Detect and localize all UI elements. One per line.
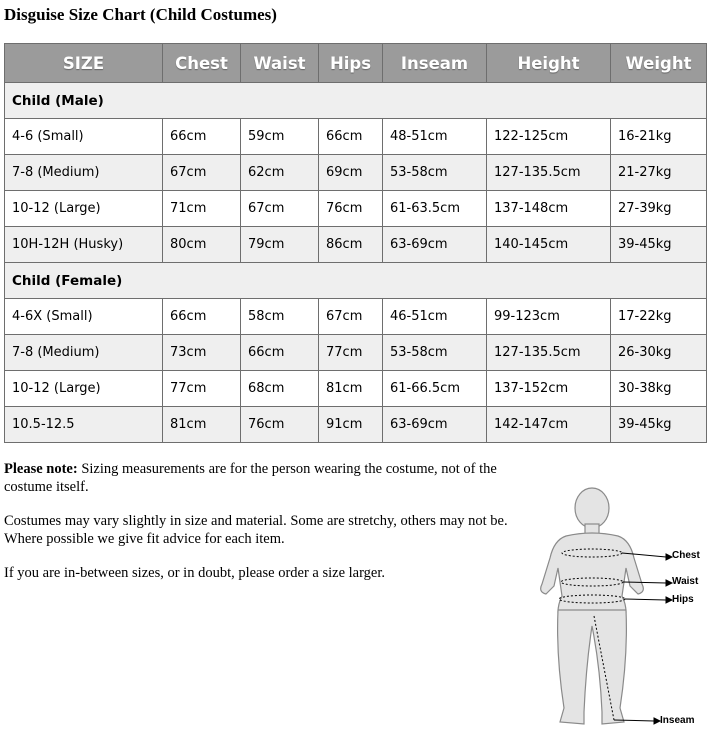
table-row xyxy=(5,299,707,335)
table-cell: 39-45kg xyxy=(611,407,707,443)
table-cell: 66cm xyxy=(163,119,241,155)
table-cell: 73cm xyxy=(163,335,241,371)
header-hips: Hips xyxy=(319,44,383,83)
header-waist: Waist xyxy=(241,44,319,83)
table-row xyxy=(5,155,707,191)
table-row xyxy=(5,119,707,155)
header-weight: Weight xyxy=(611,44,707,83)
table-cell: 67cm xyxy=(241,191,319,227)
group-row xyxy=(5,263,707,299)
chest-label: Chest xyxy=(672,550,700,561)
header-height: Height xyxy=(487,44,611,83)
table-cell: 48-51cm xyxy=(383,119,487,155)
table-cell: 10-12 (Large) xyxy=(5,371,163,407)
table-cell: 53-58cm xyxy=(383,155,487,191)
table-header-row xyxy=(5,44,707,83)
table-cell: 53-58cm xyxy=(383,335,487,371)
header-chest: Chest xyxy=(163,44,241,83)
table-cell: 58cm xyxy=(241,299,319,335)
table-cell: 76cm xyxy=(319,191,383,227)
table-cell: 66cm xyxy=(163,299,241,335)
hips-label: Hips xyxy=(672,594,694,605)
table-cell: 21-27kg xyxy=(611,155,707,191)
table-cell: 86cm xyxy=(319,227,383,263)
table-cell: 81cm xyxy=(163,407,241,443)
table-cell: 81cm xyxy=(319,371,383,407)
table-cell: 26-30kg xyxy=(611,335,707,371)
table-row xyxy=(5,227,707,263)
table-cell: 39-45kg xyxy=(611,227,707,263)
table-cell: 27-39kg xyxy=(611,191,707,227)
table-cell: 63-69cm xyxy=(383,227,487,263)
table-cell: 76cm xyxy=(241,407,319,443)
head-shape xyxy=(575,488,609,528)
table-cell: 122-125cm xyxy=(487,119,611,155)
table-cell: 67cm xyxy=(163,155,241,191)
size-chart-table xyxy=(4,43,707,443)
table-cell: 7-8 (Medium) xyxy=(5,155,163,191)
table-cell: 30-38kg xyxy=(611,371,707,407)
table-cell: 68cm xyxy=(241,371,319,407)
note-label: Please note: xyxy=(4,461,78,477)
page-title: Disguise Size Chart (Child Costumes) xyxy=(4,5,277,24)
table-cell: 79cm xyxy=(241,227,319,263)
table-body xyxy=(5,83,707,443)
table-cell: 46-51cm xyxy=(383,299,487,335)
table-row xyxy=(5,335,707,371)
table-cell: 10-12 (Large) xyxy=(5,191,163,227)
table-cell: 17-22kg xyxy=(611,299,707,335)
group-label: Child (Female) xyxy=(5,263,707,299)
body-measurement-figure xyxy=(530,486,710,736)
table-cell: 59cm xyxy=(241,119,319,155)
table-cell: 10H-12H (Husky) xyxy=(5,227,163,263)
table-row xyxy=(5,191,707,227)
table-cell: 77cm xyxy=(163,371,241,407)
table-cell: 80cm xyxy=(163,227,241,263)
table-cell: 137-152cm xyxy=(487,371,611,407)
table-cell: 4-6X (Small) xyxy=(5,299,163,335)
table-cell: 67cm xyxy=(319,299,383,335)
inseam-label: Inseam xyxy=(660,715,695,726)
child-silhouette-illustration xyxy=(530,486,710,736)
table-cell: 10.5-12.5 xyxy=(5,407,163,443)
table-cell: 140-145cm xyxy=(487,227,611,263)
table-row xyxy=(5,371,707,407)
table-cell: 137-148cm xyxy=(487,191,611,227)
table-cell: 61-66.5cm xyxy=(383,371,487,407)
header-size: SIZE xyxy=(5,44,163,83)
table-cell: 127-135.5cm xyxy=(487,155,611,191)
table-cell: 127-135.5cm xyxy=(487,335,611,371)
notes xyxy=(4,460,534,598)
table-cell: 77cm xyxy=(319,335,383,371)
table-cell: 69cm xyxy=(319,155,383,191)
table-cell: 91cm xyxy=(319,407,383,443)
variation-paragraph: Costumes may vary slightly in size and material. Some are stretchy, others may not be. Where possible we give fit advice for each item. xyxy=(4,513,508,547)
table-cell: 62cm xyxy=(241,155,319,191)
table-cell: 7-8 (Medium) xyxy=(5,335,163,371)
table-cell: 99-123cm xyxy=(487,299,611,335)
group-row xyxy=(5,83,707,119)
waist-label: Waist xyxy=(672,576,699,587)
table-cell: 16-21kg xyxy=(611,119,707,155)
note-paragraph xyxy=(4,460,534,496)
torso-shape xyxy=(541,533,644,612)
table-cell: 142-147cm xyxy=(487,407,611,443)
legs-shape xyxy=(558,610,627,724)
header-inseam: Inseam xyxy=(383,44,487,83)
table-cell: 66cm xyxy=(241,335,319,371)
table-cell: 66cm xyxy=(319,119,383,155)
table-cell: 71cm xyxy=(163,191,241,227)
table-row xyxy=(5,407,707,443)
table-cell: 4-6 (Small) xyxy=(5,119,163,155)
group-label: Child (Male) xyxy=(5,83,707,119)
table-cell: 61-63.5cm xyxy=(383,191,487,227)
sizing-advice-paragraph: If you are in-between sizes, or in doubt, please order a size larger. xyxy=(4,565,386,581)
note-text: Sizing measurements are for the person wearing the costume, not of the costume itself. xyxy=(4,461,497,495)
table-cell: 63-69cm xyxy=(383,407,487,443)
